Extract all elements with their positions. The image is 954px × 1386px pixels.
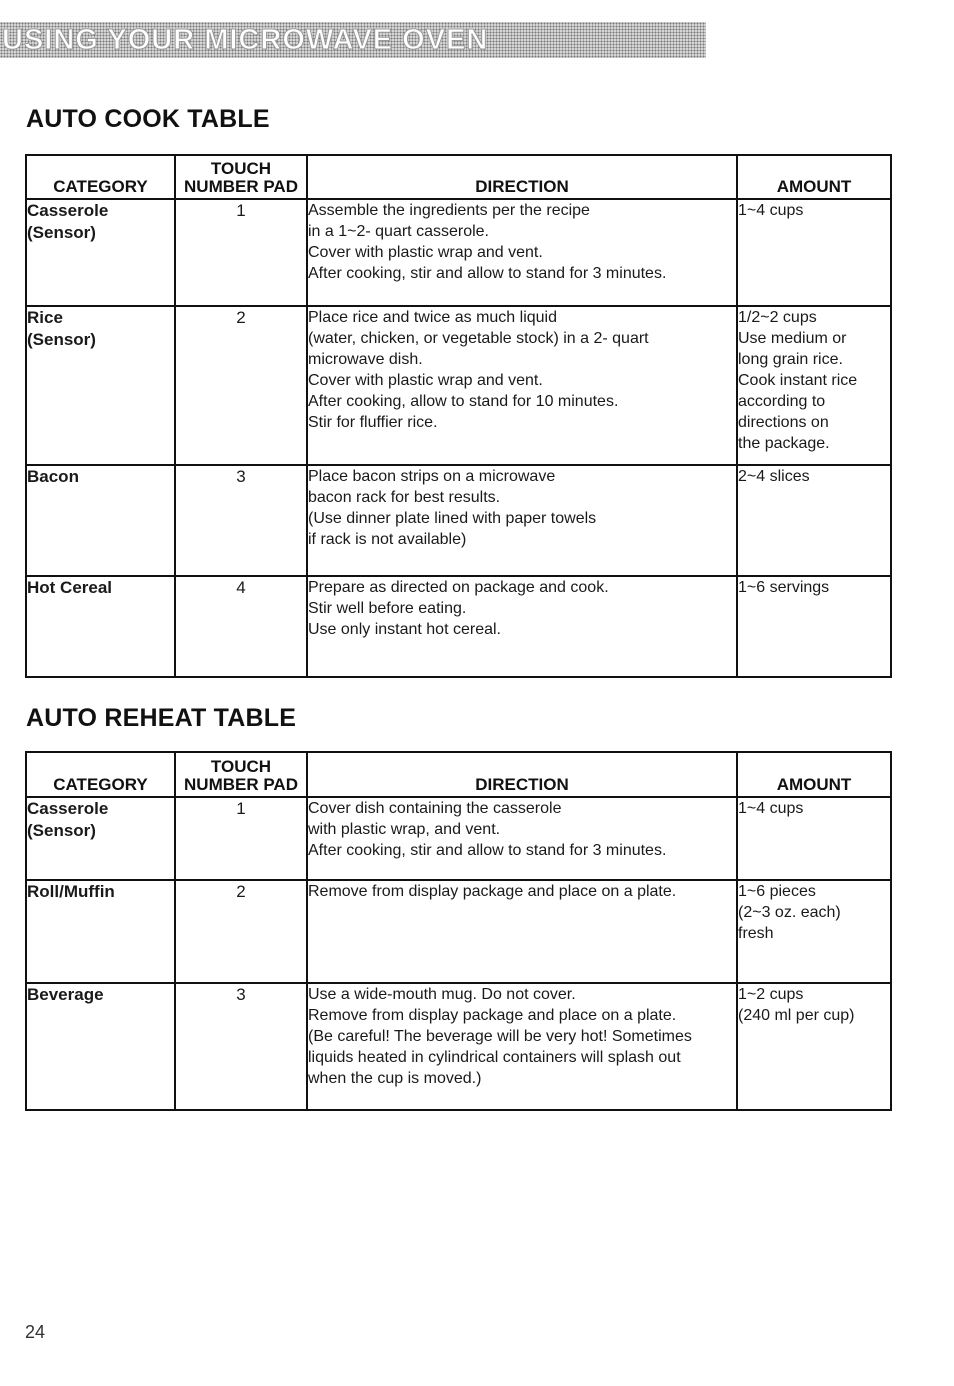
column-header-category: CATEGORY — [26, 155, 175, 199]
table-row — [26, 880, 891, 983]
column-header-direction: DIRECTION — [307, 752, 737, 797]
category-cell: Roll/Muffin — [26, 880, 175, 983]
table-row — [26, 983, 891, 1110]
column-header-touch-pad: TOUCH NUMBER PAD — [175, 752, 307, 797]
direction-cell: Assemble the ingredients per the recipe in a 1~2- quart casserole. Cover with plastic wrap and vent. After cooking, stir and allow to stand for 3 minutes. — [307, 199, 737, 306]
column-header-amount: AMOUNT — [737, 752, 891, 797]
section-header-banner — [0, 22, 706, 58]
auto-reheat-table-title: AUTO REHEAT TABLE — [26, 704, 297, 732]
touch-pad-cell: 4 — [175, 576, 307, 677]
table-row — [26, 465, 891, 576]
table-row — [26, 797, 891, 880]
amount-cell: 1~2 cups (240 ml per cup) — [737, 983, 891, 1110]
amount-cell: 2~4 slices — [737, 465, 891, 576]
category-cell: Beverage — [26, 983, 175, 1110]
auto-cook-table — [25, 154, 892, 678]
category-cell: Casserole (Sensor) — [26, 199, 175, 306]
direction-cell: Remove from display package and place on a plate. — [307, 880, 737, 983]
category-cell: Casserole (Sensor) — [26, 797, 175, 880]
touch-pad-cell: 3 — [175, 465, 307, 576]
touch-pad-cell: 3 — [175, 983, 307, 1110]
category-cell: Hot Cereal — [26, 576, 175, 677]
touch-pad-cell: 2 — [175, 880, 307, 983]
amount-cell: 1~4 cups — [737, 797, 891, 880]
table-row — [26, 199, 891, 306]
section-header-text: USING YOUR MICROWAVE OVEN — [2, 24, 489, 56]
column-header-amount: AMOUNT — [737, 155, 891, 199]
column-header-touch-pad: TOUCH NUMBER PAD — [175, 155, 307, 199]
amount-cell: 1~4 cups — [737, 199, 891, 306]
auto-cook-table-title: AUTO COOK TABLE — [26, 105, 270, 133]
amount-cell: 1~6 pieces (2~3 oz. each) fresh — [737, 880, 891, 983]
touch-pad-cell: 1 — [175, 797, 307, 880]
auto-reheat-table — [25, 751, 892, 1111]
touch-pad-cell: 1 — [175, 199, 307, 306]
direction-cell: Use a wide-mouth mug. Do not cover. Remove from display package and place on a plate. (Be careful! The beverage will be very hot! Sometimes liquids heated in cylindrical containers will splash out when the cup is moved.) — [307, 983, 737, 1110]
amount-cell: 1/2~2 cups Use medium or long grain rice. Cook instant rice according to directions on the package. — [737, 306, 891, 465]
table-row — [26, 306, 891, 465]
category-cell: Bacon — [26, 465, 175, 576]
column-header-direction: DIRECTION — [307, 155, 737, 199]
page-number: 24 — [25, 1322, 46, 1342]
amount-cell: 1~6 servings — [737, 576, 891, 677]
table-header-row — [26, 752, 891, 797]
direction-cell: Place bacon strips on a microwave bacon rack for best results. (Use dinner plate lined with paper towels if rack is not available) — [307, 465, 737, 576]
direction-cell: Place rice and twice as much liquid (water, chicken, or vegetable stock) in a 2- quart microwave dish. Cover with plastic wrap and vent. After cooking, allow to stand for 10 minutes. Stir for fluffier rice. — [307, 306, 737, 465]
column-header-category: CATEGORY — [26, 752, 175, 797]
category-cell: Rice (Sensor) — [26, 306, 175, 465]
direction-cell: Cover dish containing the casserole with plastic wrap, and vent. After cooking, stir and allow to stand for 3 minutes. — [307, 797, 737, 880]
touch-pad-cell: 2 — [175, 306, 307, 465]
table-header-row — [26, 155, 891, 199]
direction-cell: Prepare as directed on package and cook. Stir well before eating. Use only instant hot cereal. — [307, 576, 737, 677]
table-row — [26, 576, 891, 677]
